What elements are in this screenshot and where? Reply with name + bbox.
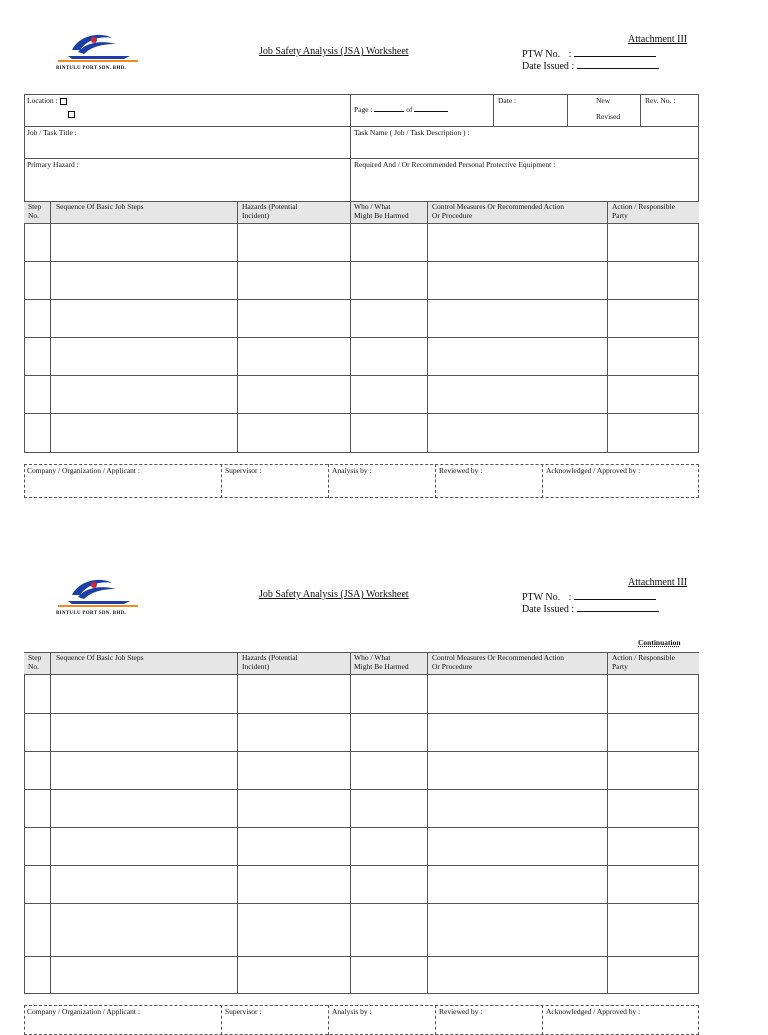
sig-divider <box>221 464 222 498</box>
col-step-2: Step No. <box>28 653 42 671</box>
sig-divider <box>328 1005 329 1035</box>
company-logo-2 <box>58 575 138 615</box>
sig-divider <box>435 464 436 498</box>
sig-company-2[interactable]: Company / Organization / Applicant : <box>27 1007 140 1016</box>
col-control: Control Measures Or Recommended Action Or Procedure <box>432 202 565 220</box>
company-name-2: BINTULU PORT SDN. BHD. <box>56 611 127 616</box>
attachment-label: Attachment III <box>628 34 688 45</box>
col-action-2: Action / Responsible Party <box>612 653 675 671</box>
ptw-no-input[interactable] <box>574 47 656 57</box>
page-title: Job Safety Analysis (JSA) Worksheet <box>259 46 409 57</box>
col-step: Step No. <box>28 202 42 220</box>
attachment-label-2: Attachment III <box>628 577 688 588</box>
divider <box>493 94 494 127</box>
col-line <box>427 201 428 453</box>
col-sequence: Sequence Of Basic Job Steps <box>56 202 144 211</box>
table-row <box>24 903 699 904</box>
company-logo <box>58 30 138 70</box>
col-control-2: Control Measures Or Recommended Action Or Procedure <box>432 653 565 671</box>
col-line <box>237 201 238 453</box>
ptw-no-input-2[interactable] <box>574 590 656 600</box>
ship-logo-icon <box>58 575 138 609</box>
ptw-colon-2: : <box>568 592 572 603</box>
sig-acknowledged[interactable]: Acknowledged / Approved by : <box>546 466 641 475</box>
sig-company[interactable]: Company / Organization / Applicant : <box>27 466 140 475</box>
col-line <box>607 652 608 994</box>
task-name-label: Task Name ( Job / Task Description ) : <box>354 128 470 137</box>
sig-divider <box>328 464 329 498</box>
table-row <box>24 789 699 790</box>
page-field[interactable] <box>354 106 448 115</box>
date-label: Date : <box>498 96 517 105</box>
location-label: Location : <box>27 96 58 105</box>
date-issued-input-2[interactable] <box>577 602 659 612</box>
company-name: BINTULU PORT SDN. BHD. <box>56 66 127 71</box>
col-line <box>50 201 51 453</box>
table-row <box>24 413 699 414</box>
location-checkbox-2[interactable] <box>68 111 75 118</box>
form-border <box>24 94 699 453</box>
location-checkbox-2-wrap <box>66 110 75 119</box>
date-issued-label-2: Date Issued : <box>522 604 575 615</box>
revised-label: Revised <box>596 112 621 121</box>
continuation-label: Continuation <box>638 638 681 647</box>
ppe-label: Required And / Or Recommended Personal Protective Equipment : <box>354 160 556 169</box>
ship-logo-icon <box>58 30 138 64</box>
table-row <box>24 827 699 828</box>
col-line <box>350 652 351 994</box>
col-line <box>607 201 608 453</box>
col-sequence-2: Sequence Of Basic Job Steps <box>56 653 144 662</box>
date-issued-field <box>522 59 659 73</box>
sig-reviewed-2[interactable]: Reviewed by : <box>439 1007 483 1016</box>
divider <box>24 158 699 159</box>
table-row <box>24 375 699 376</box>
col-line <box>427 652 428 994</box>
col-hazards: Hazards (Potential Incident) <box>242 202 298 220</box>
sig-analysis-2[interactable]: Analysis by : <box>332 1007 372 1016</box>
table-row <box>24 299 699 300</box>
date-issued-label: Date Issued : <box>522 61 575 72</box>
primary-hazard-label: Primary Hazard : <box>27 160 79 169</box>
page-title-2: Job Safety Analysis (JSA) Worksheet <box>259 589 409 600</box>
table-row <box>24 713 699 714</box>
ptw-colon: : <box>568 49 572 60</box>
divider <box>640 94 641 127</box>
table-row <box>24 751 699 752</box>
table-row <box>24 956 699 957</box>
page-label: Page : <box>354 105 373 114</box>
col-action: Action / Responsible Party <box>612 202 675 220</box>
col-who: Who / What Might Be Harmed <box>354 202 409 220</box>
sig-divider <box>542 1005 543 1035</box>
col-who-2: Who / What Might Be Harmed <box>354 653 409 671</box>
location-checkbox[interactable] <box>60 98 67 105</box>
table-row <box>24 865 699 866</box>
table-row <box>24 337 699 338</box>
ptw-no-label: PTW No. <box>522 49 561 60</box>
col-line <box>50 652 51 994</box>
col-hazards-2: Hazards (Potential Incident) <box>242 653 298 671</box>
divider <box>350 94 351 202</box>
sig-reviewed[interactable]: Reviewed by : <box>439 466 483 475</box>
new-label: New <box>596 96 611 105</box>
of-label: of <box>406 105 413 114</box>
sig-divider <box>542 464 543 498</box>
job-title-label: Job / Task Title : <box>27 128 77 137</box>
divider <box>567 94 568 127</box>
col-line <box>237 652 238 994</box>
sig-supervisor-2[interactable]: Supervisor : <box>225 1007 262 1016</box>
col-line <box>350 201 351 453</box>
date-issued-field-2 <box>522 602 659 616</box>
sig-supervisor[interactable]: Supervisor : <box>225 466 262 475</box>
ptw-no-label-2: PTW No. <box>522 592 561 603</box>
table-row <box>24 261 699 262</box>
rev-no-label: Rev. No. : <box>645 96 676 105</box>
sig-analysis[interactable]: Analysis by : <box>332 466 372 475</box>
date-issued-input[interactable] <box>577 59 659 69</box>
sig-acknowledged-2[interactable]: Acknowledged / Approved by : <box>546 1007 641 1016</box>
table-border <box>24 652 699 994</box>
sig-divider <box>221 1005 222 1035</box>
sig-divider <box>435 1005 436 1035</box>
location-field[interactable] <box>27 97 67 106</box>
divider <box>24 126 699 127</box>
